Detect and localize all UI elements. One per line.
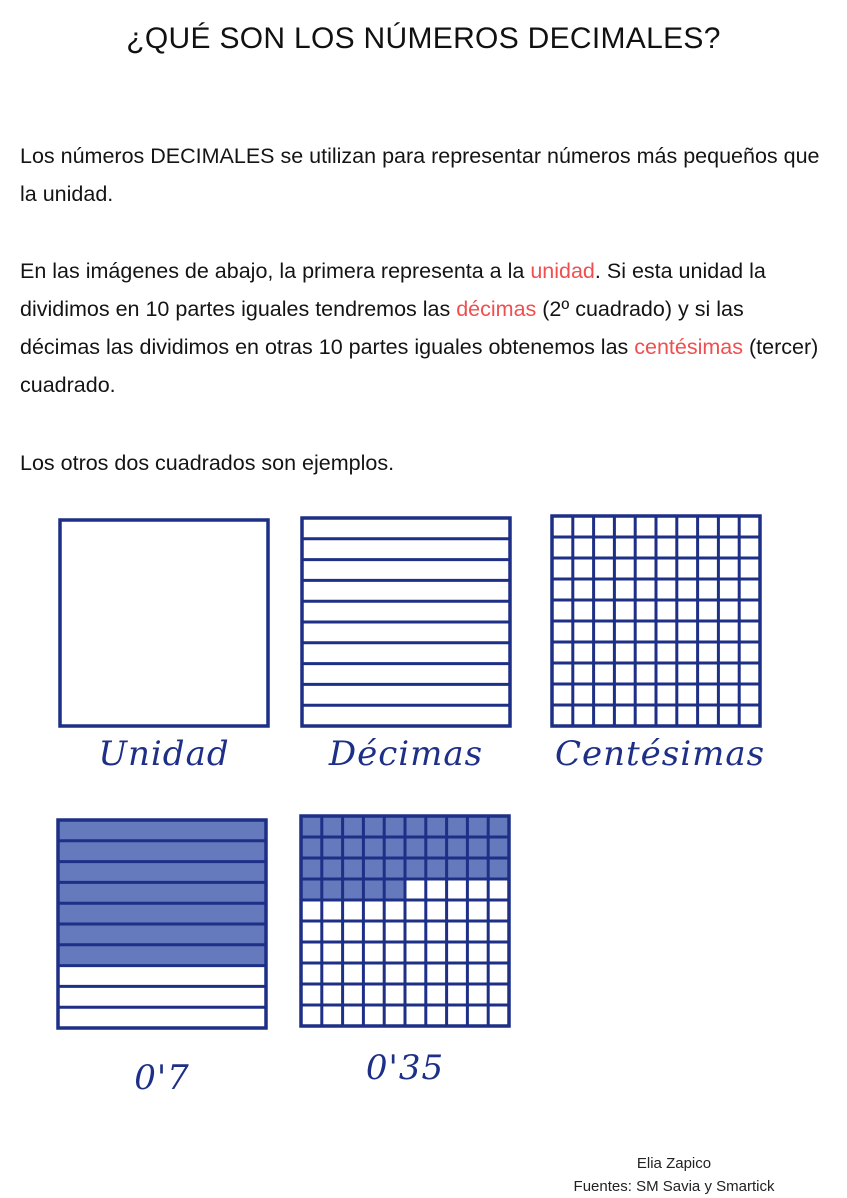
shaded-partial-row [301,879,405,900]
tenths-label: Décimas [328,734,484,774]
example-tenths-square [56,818,268,1030]
unit-label: Unidad [98,734,230,774]
unit-square [58,518,270,728]
intro-paragraph: Los números DECIMALES se utilizan para representar números más pequeños que la unidad. [20,144,820,206]
example-hundredths-label: 0'35 [365,1048,445,1088]
explanation-paragraph [20,252,820,404]
explanation-text-3: (2º cuadrado) y si las décimas las dividimos en otras 10 partes iguales obtenemos las [20,297,744,359]
page-title: ¿QUÉ SON LOS NÚMEROS DECIMALES? [126,22,721,55]
hundredths-label: Centésimas [554,734,766,774]
highlight-unidad: unidad [530,259,595,283]
hundredths-square [550,514,762,728]
explanation-text-2: . Si esta unidad la dividimos en 10 partes iguales tendremos las [20,259,766,321]
explanation-text-1: En las imágenes de abajo, la primera representa a la [20,259,531,283]
examples-paragraph: Los otros dos cuadrados son ejemplos. [20,451,395,475]
square-outline [60,520,268,726]
highlight-centesimas: centésimas [634,335,744,359]
explanation-text-4: (tercer) cuadrado. [20,335,819,397]
example-hundredths-square [299,814,511,1028]
sources-credit: Fuentes: SM Savia y Smartick [573,1178,775,1195]
highlight-decimas: décimas [456,297,537,321]
author-credit: Elia Zapico [636,1155,712,1172]
tenths-square [300,516,512,728]
example-tenths-label: 0'7 [134,1058,190,1098]
